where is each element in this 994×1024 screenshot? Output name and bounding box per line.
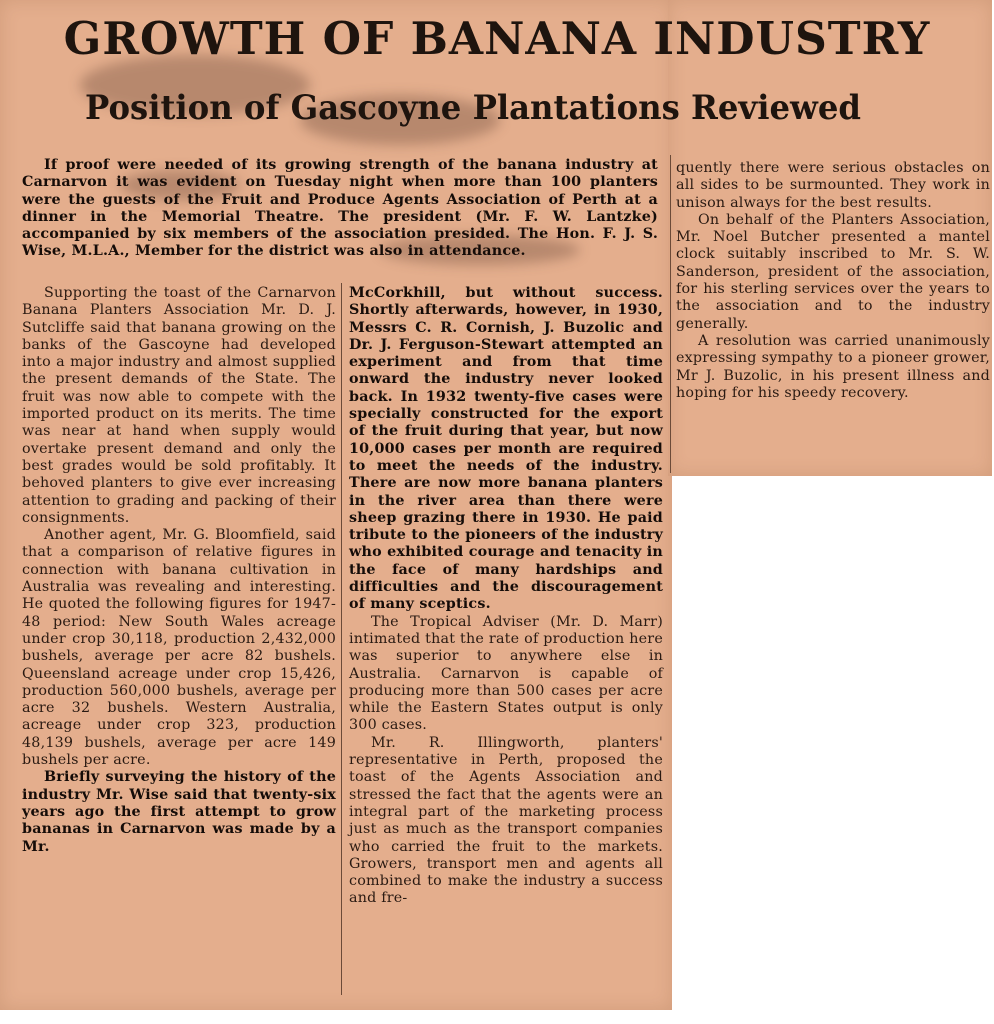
article-paragraph: McCorkhill, but without success. Shortly afterwards, however, in 1930, Messrs C. R. Cornish, J. Buzolic and Dr. J. Ferguson-Stewart attempted an experiment and from that time onward the industry never looked back. In 1932 twenty-five cases were specially constructed for the export of the fruit during that year, but now 10,000 cases per month are required to meet the needs of the industry. There are now more banana planters in the river area than there were sheep grazing there in 1930. He paid tribute to the pioneers of the industry who exhibited courage and tenacity in the face of many hardships and difficulties and the discouragement of many sceptics. xyxy=(349,285,663,613)
article-column-3 xyxy=(676,160,990,402)
article-subheadline: Position of Gascoyne Plantations Reviewed xyxy=(85,88,861,128)
article-headline: GROWTH OF BANANA INDUSTRY xyxy=(63,12,931,65)
article-paragraph: Another agent, Mr. G. Bloomfield, said that a comparison of relative figures in connection with banana cultivation in Australia was revealing and interesting. He quoted the following figures for 1947-48 period: New South Wales acreage under crop 30,118, production 2,432,000 bushels, average per acre 82 bushels. Queensland acreage under crop 15,426, production 560,000 bushels, average per acre 32 bushels. Western Australia, acreage under crop 323, production 48,139 bushels, average per acre 149 bushels per acre. xyxy=(22,527,336,769)
article-paragraph: Mr. R. Illingworth, planters' representative in Perth, proposed the toast of the Agents Association and stressed the fact that the agents were an integral part of the marketing process just as much as the transport companies who carried the fruit to the markets. Growers, transport men and agents all combined to make the industry a success and fre- xyxy=(349,734,663,907)
article-column-2 xyxy=(349,285,663,908)
article-paragraph: On behalf of the Planters Association, Mr. Noel Butcher presented a mantel clock suitably inscribed to Mr. S. W. Sanderson, president of the association, for his sterling services over the years to the association and to the industry generally. xyxy=(676,211,990,332)
article-lead-paragraph: If proof were needed of its growing strength of the banana industry at Carnarvon it was evident on Tuesday night when more than 100 planters were the guests of the Fruit and Produce Agents Association of Perth at a dinner in the Memorial Theatre. The president (Mr. F. W. Lantzke) accompanied by six members of the association presided. The Hon. F. J. S. Wise, M.L.A., Member for the district was also in attendance. xyxy=(22,157,658,260)
article-paragraph: Briefly surveying the history of the industry Mr. Wise said that twenty-six years ago the first attempt to grow bananas in Carnarvon was made by a Mr. xyxy=(22,769,336,855)
article-paragraph: quently there were serious obstacles on all sides to be surmounted. They work in unison always for the best results. xyxy=(676,160,990,211)
article-column-1 xyxy=(22,285,336,856)
article-paragraph: Supporting the toast of the Carnarvon Banana Planters Association Mr. D. J. Sutcliffe said that banana growing on the banks of the Gascoyne had developed into a major industry and almost supplied the present demands of the State. The fruit was now able to compete with the imported product on its merits. The time was near at hand when supply would overtake present demand and only the best grades would be sold profitably. It behoved planters to give ever increasing attention to grading and packing of their consignments. xyxy=(22,285,336,526)
article-paragraph: The Tropical Adviser (Mr. D. Marr) intimated that the rate of production here was superior to anywhere else in Australia. Carnarvon is capable of producing more than 500 cases per acre while the Eastern States output is only 300 cases. xyxy=(349,613,663,734)
column-divider xyxy=(670,155,671,473)
article-paragraph: A resolution was carried unanimously expressing sympathy to a pioneer grower, Mr J. Buzolic, in his present illness and hoping for his speedy recovery. xyxy=(676,332,990,401)
column-divider xyxy=(341,283,342,995)
